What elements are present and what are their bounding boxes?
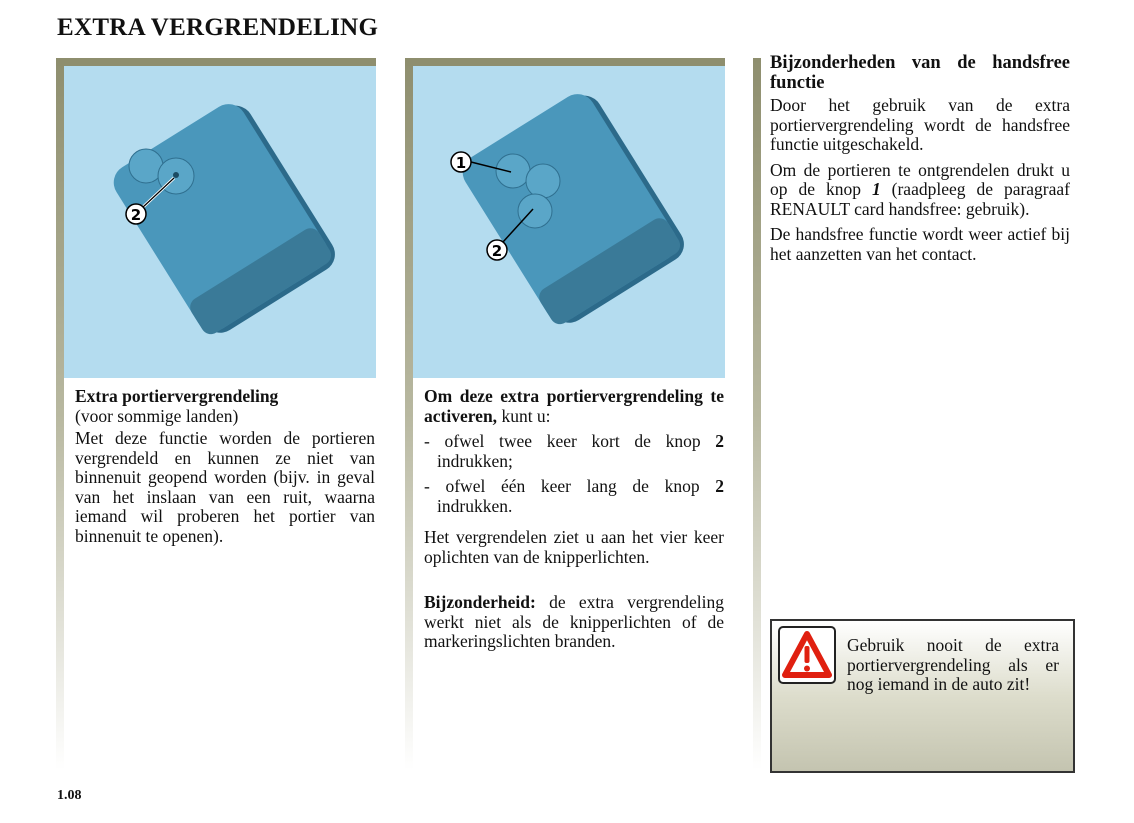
note-paragraph: Bijzonderheid: de extra vergrendeling werkt niet als de knipperlichten of de markeringslichten branden.	[424, 592, 724, 651]
intro-rest: kunt u:	[497, 405, 551, 426]
column-divider-bar	[405, 58, 413, 770]
callout-1: 1	[455, 154, 467, 172]
figure-top-bar	[405, 58, 725, 66]
column-1-text	[75, 387, 375, 552]
column-divider-bar	[56, 58, 64, 770]
body-paragraph: Door het gebruik van de extra portiervergrendeling wordt de handsfree functie uitgeschakeld.	[770, 95, 1070, 154]
column-2-text	[424, 387, 724, 658]
column-divider-bar	[753, 58, 761, 770]
section-heading: Extra portiervergrendeling	[75, 386, 279, 406]
intro-bold: Om deze extra portiervergrendeling te activeren,	[424, 386, 724, 426]
intro-paragraph	[424, 387, 724, 426]
page-number: 1.08	[57, 788, 82, 803]
body-paragraph: Om de portieren te ontgrendelen drukt u op de knop 1 (raadpleeg de paragraaf RENAULT card handsfree: gebruik).	[770, 159, 1070, 219]
callout-2: 2	[491, 242, 503, 260]
figure-card-key-2	[413, 66, 725, 378]
warning-text: Gebruik nooit de extra portiervergrendeling als er nog iemand in de auto zit!	[847, 635, 1059, 694]
column-3-text	[770, 54, 1070, 270]
section-heading: Bijzonderheden van de handsfree functie	[770, 53, 1070, 93]
body-paragraph: Het vergrendelen ziet u aan het vier keer oplichten van de knipperlichten.	[424, 527, 724, 567]
list-item: - ofwel één keer lang de knop 2 indrukken.	[424, 476, 724, 516]
list-item: - ofwel twee keer kort de knop 2 indrukken;	[424, 431, 724, 471]
callout-2: 2	[130, 206, 142, 224]
warning-box	[770, 619, 1075, 773]
warning-triangle-icon	[778, 626, 836, 684]
section-subheading: (voor sommige landen)	[75, 405, 239, 426]
page-title: EXTRA VERGRENDELING	[57, 14, 379, 41]
body-paragraph: Met deze functie worden de portieren vergrendeld en kunnen ze niet van binnenuit geopend worden (bijv. in geval van het inslaan van een ruit, waarna iemand wil proberen het portier van binnenuit te openen).	[75, 428, 375, 546]
body-paragraph: De handsfree functie wordt weer actief bij het aanzetten van het contact.	[770, 224, 1070, 264]
figure-top-bar	[56, 58, 376, 66]
figure-card-key-1	[64, 66, 376, 378]
